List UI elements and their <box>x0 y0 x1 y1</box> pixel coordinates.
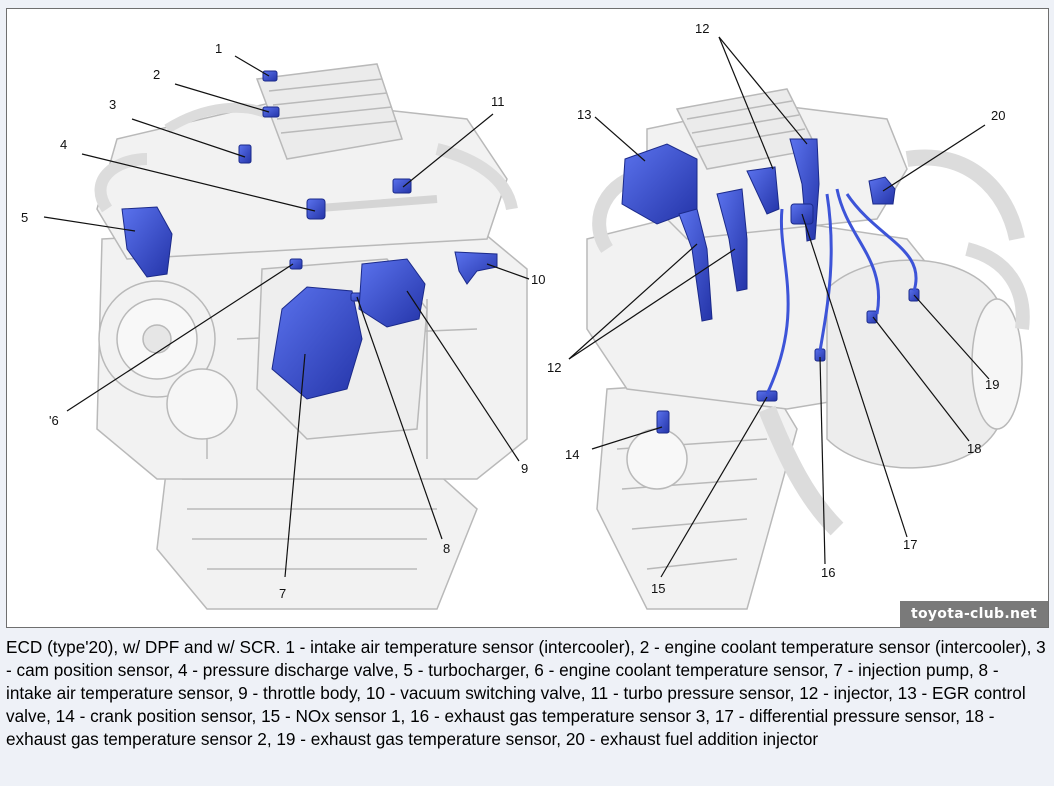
part-6-coolant-temp-sensor <box>290 259 302 269</box>
callout-10: 10 <box>531 272 546 287</box>
figure-caption: ECD (type'20), w/ DPF and w/ SCR. 1 - intake air temperature sensor (intercooler), 2 - engine coolant temperature sensor (intercooler), 3 - cam position sensor, 4 - pressure discharge valve, 5 - turbocharger, 6 - engine coolant temperature sensor, 7 - injection pump, 8 - intake air temperature sensor, 9 - throttle body, 10 - vacuum switching valve, 11 - turbo pressure sensor, 12 - injector, 13 - EGR control valve, 14 - crank position sensor, 15 - NOx sensor 1, 16 - exhaust gas temperature sensor 3, 17 - differential pressure sensor, 18 - exhaust gas temperature sensor 2, 19 - exhaust gas temperature sensor, 20 - exhaust fuel addition injector <box>6 637 1046 749</box>
callout-18: 18 <box>967 441 982 456</box>
callout-12-top: 12 <box>695 21 710 36</box>
engine-diagram <box>7 9 1048 627</box>
part-11-turbo-pressure-sensor <box>393 179 411 193</box>
callout-15: 15 <box>651 581 666 596</box>
part-3-cam-position-sensor <box>239 145 251 163</box>
part-1-intake-air-temp-sensor-intercooler <box>263 71 277 81</box>
callout-20: 20 <box>991 108 1006 123</box>
callout-7: 7 <box>279 586 287 601</box>
callout-16: 16 <box>821 565 836 580</box>
callout-5: 5 <box>21 210 29 225</box>
part-2-coolant-temp-sensor-intercooler <box>263 107 279 117</box>
part-4-pressure-discharge-valve <box>307 199 325 219</box>
engine-diagram-figure <box>6 8 1049 628</box>
callout-11: 11 <box>491 94 505 109</box>
callout-12-bottom: 12 <box>547 360 562 375</box>
callout-19: 19 <box>985 377 1000 392</box>
callout-13: 13 <box>577 107 592 122</box>
callout-14: 14 <box>565 447 580 462</box>
callout-2: 2 <box>153 67 161 82</box>
callout-9: 9 <box>521 461 529 476</box>
part-14-crank-position-sensor <box>657 411 669 433</box>
callout-17: 17 <box>903 537 918 552</box>
callout-4: 4 <box>60 137 68 152</box>
callout-6: '6 <box>49 413 59 428</box>
watermark: toyota-club.net <box>900 601 1048 627</box>
callout-3: 3 <box>109 97 117 112</box>
callout-1: 1 <box>215 41 223 56</box>
callout-8: 8 <box>443 541 451 556</box>
